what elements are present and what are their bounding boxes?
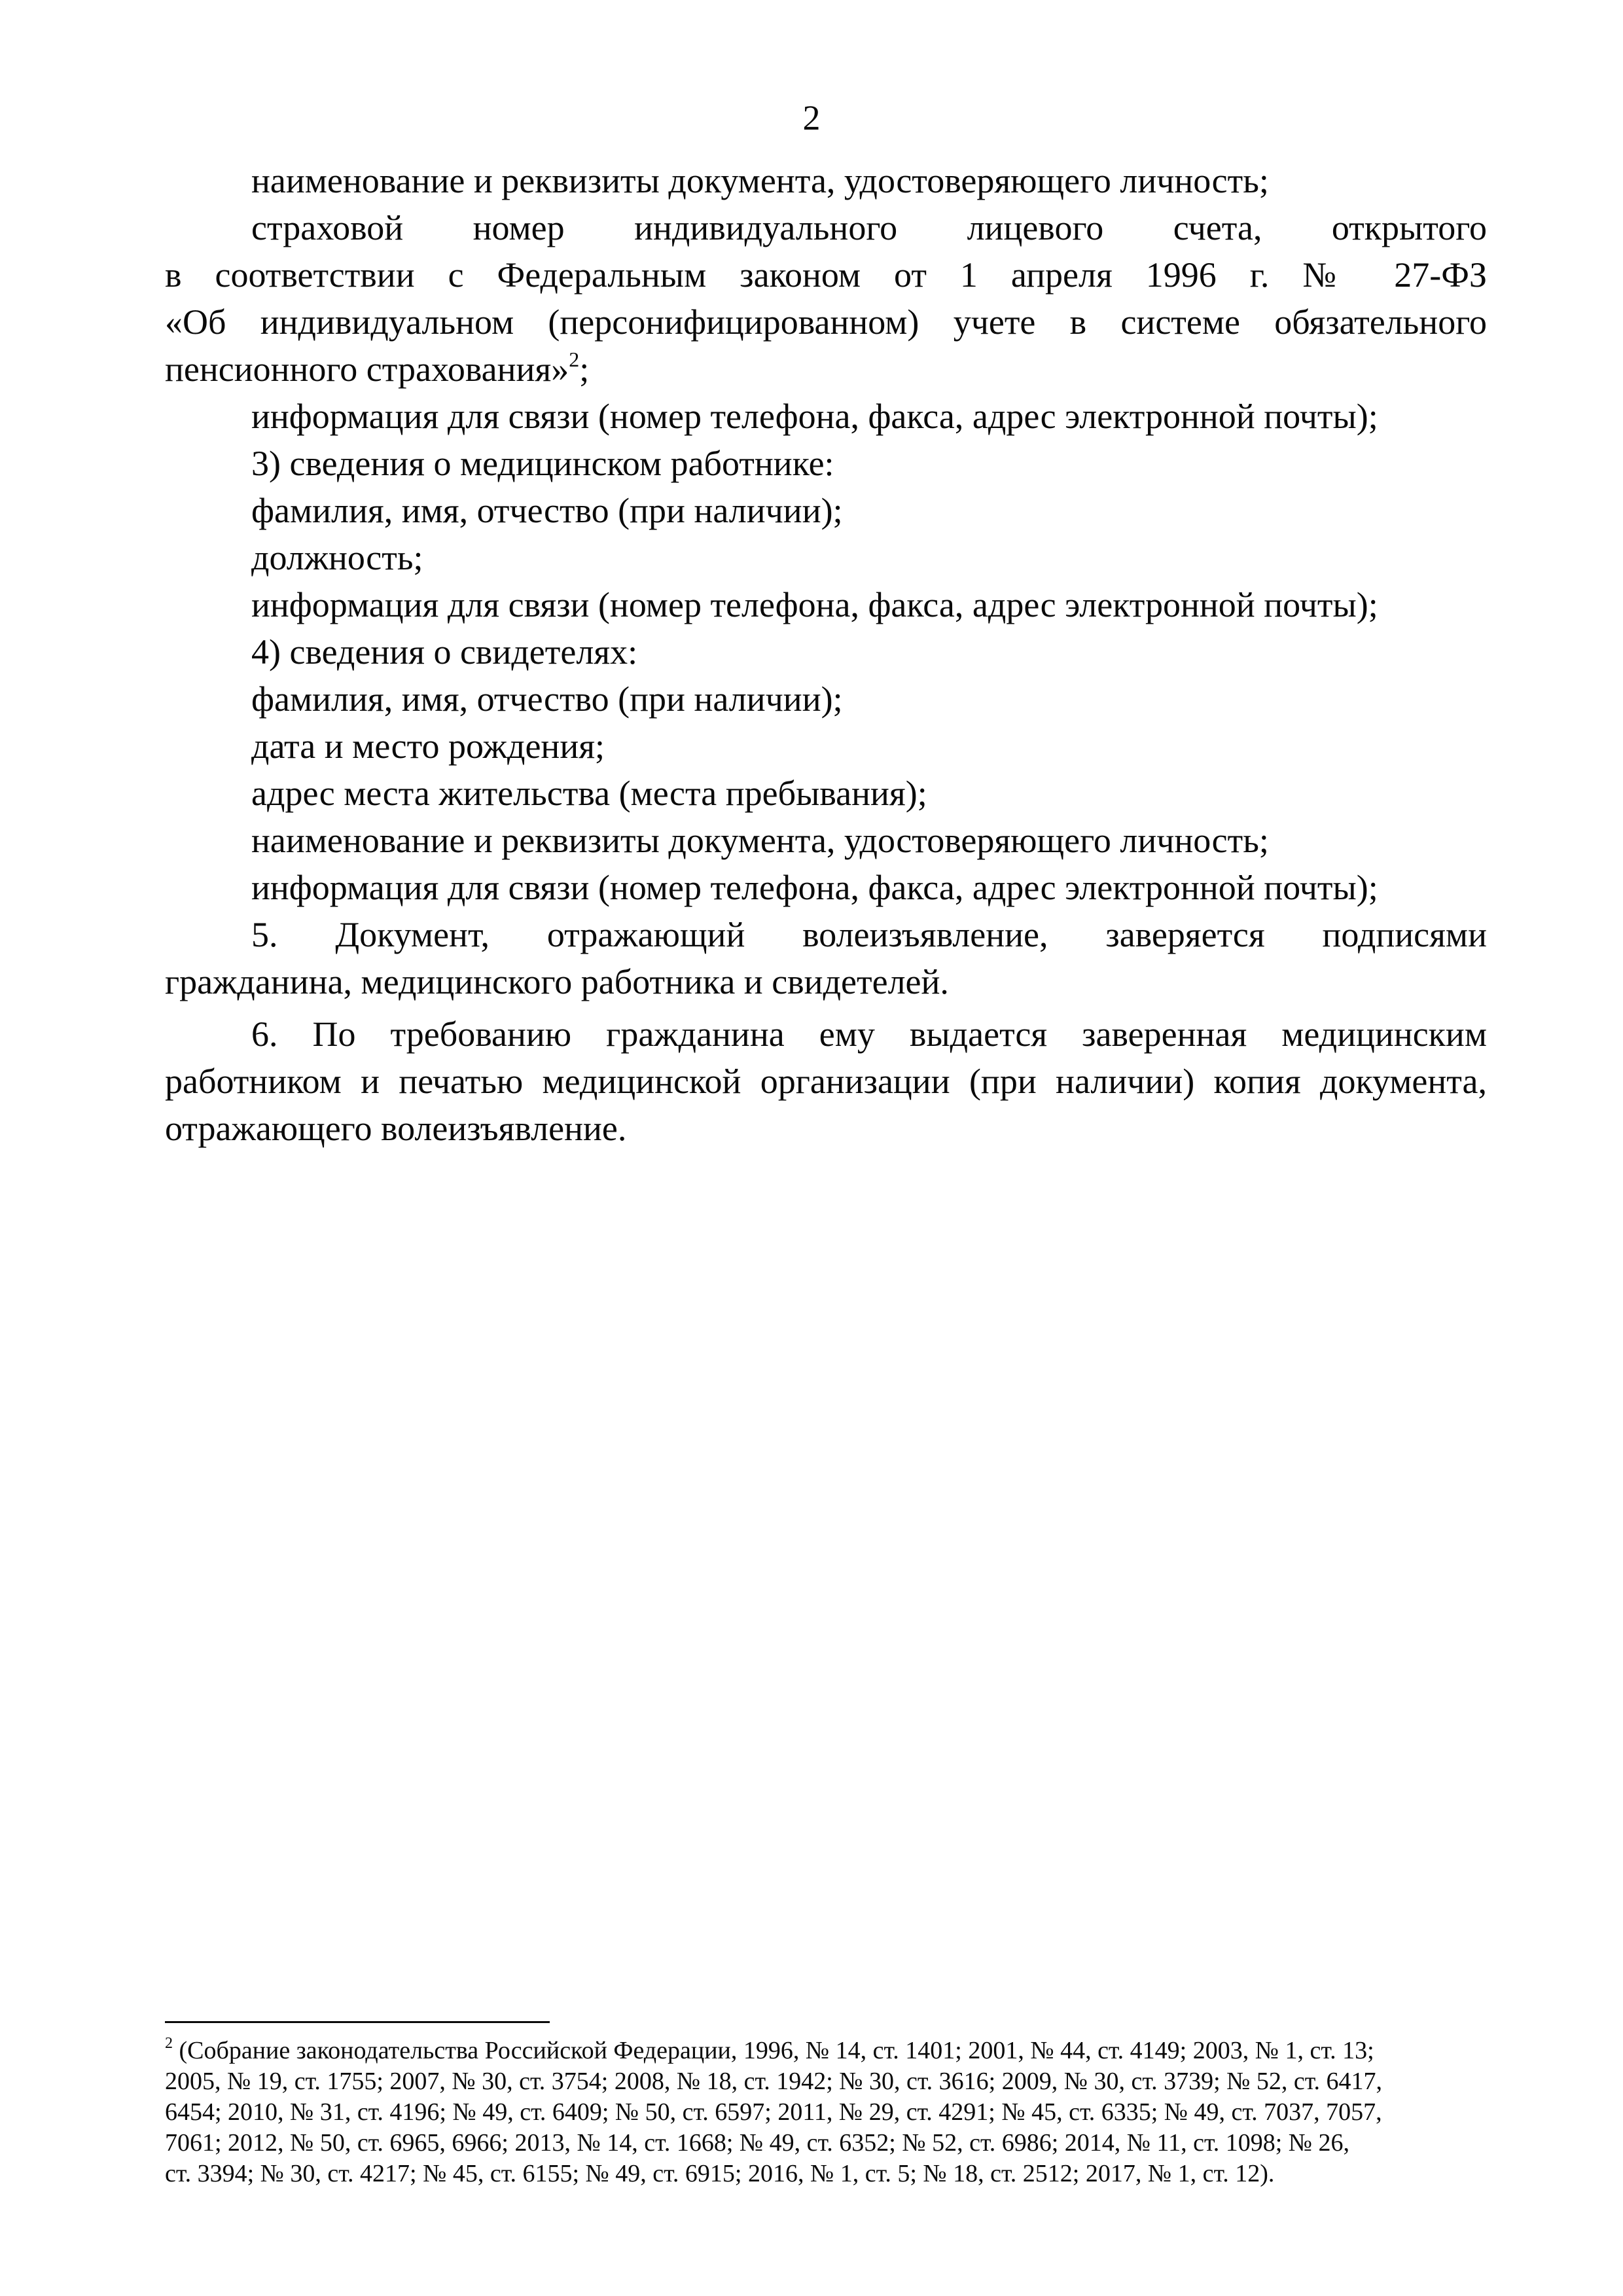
paragraph: наименование и реквизиты документа, удостоверяющего личность; (251, 821, 1269, 860)
footnote-line: 7061; 2012, № 50, ст. 6965, 6966; 2013, № 14, ст. 1668; № 49, ст. 6352; № 52, ст. 6986; 2014, № 11, ст. 1098; № 26, (165, 2129, 1350, 2157)
paragraph: фамилия, имя, отчество (при наличии); (251, 491, 843, 530)
paragraph-text: пенсионного страхования» (165, 350, 569, 389)
document-body (165, 157, 1487, 1152)
page-number: 2 (802, 98, 821, 137)
paragraph: адрес места жительства (места пребывания); (251, 774, 927, 813)
paragraph-line: 6. По требованию гражданина ему выдается заверенная медицинским (251, 1014, 1487, 1054)
footnote-line (165, 2036, 1487, 2066)
footnote-marker: 2 (165, 2035, 173, 2052)
paragraph-line: отражающего волеизъявление. (165, 1109, 627, 1148)
paragraph: фамилия, имя, отчество (при наличии); (251, 679, 843, 719)
paragraph: информация для связи (номер телефона, факса, адрес электронной почты); (251, 868, 1378, 907)
footnote-line: ст. 3394; № 30, ст. 4217; № 45, ст. 6155; № 49, ст. 6915; 2016, № 1, ст. 5; № 18, ст. 2512; 2017, № 1, ст. 12). (165, 2160, 1275, 2187)
paragraph-line: в соответствии с Федеральным законом от 1 апреля 1996 г. № 27-ФЗ (165, 255, 1487, 295)
paragraph: информация для связи (номер телефона, факса, адрес электронной почты); (251, 585, 1378, 624)
section-heading: 3) сведения о медицинском работнике: (251, 444, 834, 483)
footnote (165, 2036, 1487, 2189)
paragraph-line: страховой номер индивидуального лицевого счета, открытого (251, 208, 1487, 247)
footnote-line: 6454; 2010, № 31, ст. 4196; № 49, ст. 6409; № 50, ст. 6597; 2011, № 29, ст. 4291; № 45, ст. 6335; № 49, ст. 7037, 7057, (165, 2098, 1382, 2126)
paragraph: должность; (251, 538, 423, 577)
footnote-reference: 2 (569, 348, 580, 371)
footnote-text: (Собрание законодательства Российской Федерации, 1996, № 14, ст. 1401; 2001, № 44, ст. 4149; 2003, № 1, ст. 13; (179, 2037, 1374, 2064)
paragraph: информация для связи (номер телефона, факса, адрес электронной почты); (251, 397, 1378, 436)
footnote-line: 2005, № 19, ст. 1755; 2007, № 30, ст. 3754; 2008, № 18, ст. 1942; № 30, ст. 3616; 2009, № 30, ст. 3739; № 52, ст. 6417, (165, 2068, 1383, 2095)
footnote-divider (165, 2021, 550, 2023)
paragraph-text: ; (579, 350, 590, 389)
paragraph: дата и место рождения; (251, 726, 605, 766)
paragraph-line: «Об индивидуальном (персонифицированном) учете в системе обязательного (165, 302, 1487, 342)
paragraph-line: гражданина, медицинского работника и свидетелей. (165, 962, 949, 1001)
paragraph: наименование и реквизиты документа, удостоверяющего личность; (251, 161, 1269, 200)
paragraph-line: 5. Документ, отражающий волеизъявление, заверяется подписями (251, 915, 1487, 954)
paragraph-line (165, 346, 1487, 393)
paragraph-line: работником и печатью медицинской организации (при наличии) копия документа, (165, 1062, 1487, 1101)
section-heading: 4) сведения о свидетелях: (251, 632, 638, 672)
